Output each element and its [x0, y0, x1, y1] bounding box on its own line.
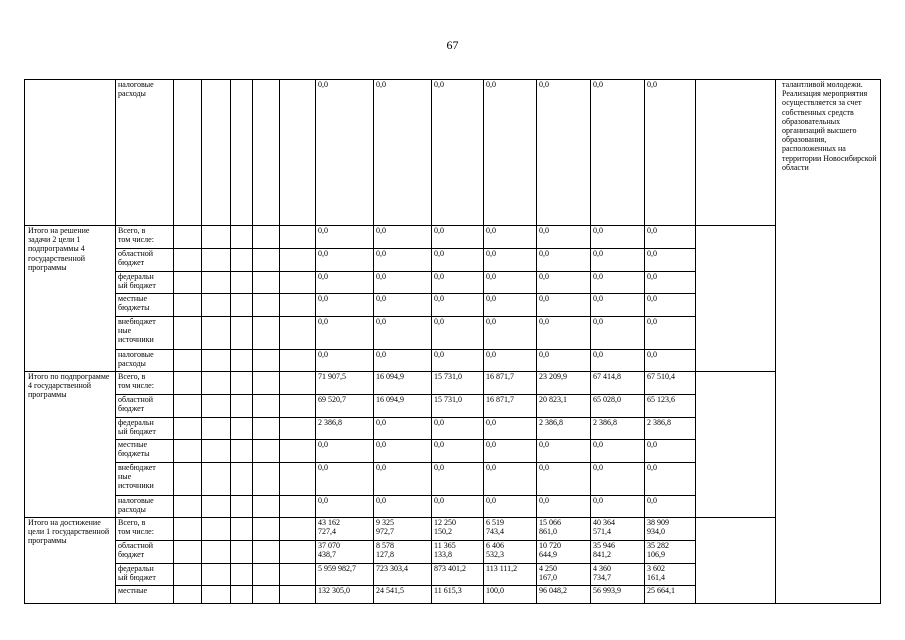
value-cell: 24 541,5 [374, 586, 432, 604]
value-cell: 0,0 [645, 272, 696, 294]
attr-empty-cell [174, 541, 202, 564]
attr-empty-cell [280, 518, 316, 541]
funding-category: федеральн ый бюджет [116, 418, 174, 440]
value-cell: 0,0 [484, 294, 537, 317]
attr-empty-cell [174, 372, 202, 395]
table-row [25, 518, 881, 541]
value-cell: 0,0 [374, 294, 432, 317]
attr-empty-cell [202, 294, 231, 317]
value-cell: 0,0 [537, 350, 591, 372]
attr-empty-cell [174, 350, 202, 372]
attr-empty-cell [280, 463, 316, 496]
attr-empty-cell [231, 418, 253, 440]
value-cell: 0,0 [537, 440, 591, 463]
row-label-cell [25, 80, 116, 226]
group-label: Итого на решение задачи 2 цели 1 подпрограммы 4 государственной программы [25, 226, 116, 372]
attr-empty-cell [280, 350, 316, 372]
value-cell: 15 731,0 [432, 395, 484, 418]
attr-empty-cell [174, 80, 202, 226]
attr-empty-cell [253, 541, 280, 564]
value-cell: 0,0 [591, 350, 645, 372]
funding-category: налоговые расходы [116, 350, 174, 372]
value-cell: 9 325 972,7 [374, 518, 432, 541]
attr-empty-cell [231, 564, 253, 586]
value-cell: 11 615,3 [432, 586, 484, 604]
value-cell: 37 070 438,7 [316, 541, 374, 564]
attr-empty-cell [174, 440, 202, 463]
attr-empty-cell [231, 226, 253, 249]
attr-empty-cell [202, 317, 231, 350]
attr-empty-cell [174, 463, 202, 496]
value-cell: 0,0 [432, 80, 484, 226]
value-cell: 0,0 [591, 294, 645, 317]
attr-empty-cell [174, 496, 202, 518]
attr-empty-cell [231, 440, 253, 463]
attr-empty-cell [174, 395, 202, 418]
attr-empty-cell [202, 395, 231, 418]
value-cell: 15 731,0 [432, 372, 484, 395]
value-cell: 0,0 [432, 440, 484, 463]
attr-empty-cell [202, 541, 231, 564]
attr-empty-cell [202, 564, 231, 586]
value-cell: 2 386,8 [645, 418, 696, 440]
value-cell: 0,0 [432, 272, 484, 294]
value-cell: 0,0 [316, 440, 374, 463]
value-cell: 0,0 [591, 80, 645, 226]
value-cell: 0,0 [432, 496, 484, 518]
value-cell: 35 282 106,9 [645, 541, 696, 564]
value-cell: 0,0 [645, 440, 696, 463]
attr-empty-cell [253, 496, 280, 518]
value-cell: 0,0 [537, 463, 591, 496]
funding-category: налоговые расходы [116, 80, 174, 226]
attr-empty-cell [202, 350, 231, 372]
value-cell: 0,0 [591, 440, 645, 463]
value-cell: 0,0 [484, 440, 537, 463]
page-number: 67 [446, 38, 459, 52]
attr-empty-cell [174, 518, 202, 541]
attr-empty-cell [280, 564, 316, 586]
value-cell: 0,0 [537, 272, 591, 294]
attr-empty-cell [174, 317, 202, 350]
value-cell: 25 664,1 [645, 586, 696, 604]
value-cell: 0,0 [374, 226, 432, 249]
value-cell: 69 520,7 [316, 395, 374, 418]
value-cell: 0,0 [316, 80, 374, 226]
value-cell: 20 823,1 [537, 395, 591, 418]
value-cell: 0,0 [316, 463, 374, 496]
attr-empty-cell [174, 586, 202, 604]
value-cell: 0,0 [484, 272, 537, 294]
attr-empty-cell [280, 372, 316, 395]
attr-empty-cell [280, 496, 316, 518]
attr-empty-cell [202, 418, 231, 440]
value-cell: 2 386,8 [316, 418, 374, 440]
value-cell: 0,0 [316, 294, 374, 317]
value-cell: 0,0 [316, 317, 374, 350]
attr-empty-cell [202, 226, 231, 249]
value-cell: 0,0 [374, 317, 432, 350]
attr-empty-cell [280, 541, 316, 564]
value-cell: 0,0 [316, 496, 374, 518]
funding-category: внебюджет ные источники [116, 463, 174, 496]
budget-table [24, 79, 881, 604]
funding-category: федеральн ый бюджет [116, 272, 174, 294]
value-cell: 873 401,2 [432, 564, 484, 586]
value-cell: 0,0 [374, 80, 432, 226]
value-cell: 0,0 [645, 350, 696, 372]
value-cell: 6 406 532,3 [484, 541, 537, 564]
value-cell: 0,0 [484, 80, 537, 226]
value-cell: 23 209,9 [537, 372, 591, 395]
attr-empty-cell [174, 564, 202, 586]
value-cell: 16 094,9 [374, 372, 432, 395]
attr-empty-cell [202, 496, 231, 518]
value-cell: 0,0 [374, 249, 432, 272]
funding-category: местные [116, 586, 174, 604]
value-cell: 56 993,9 [591, 586, 645, 604]
attr-empty-cell [280, 80, 316, 226]
attr-empty-cell [253, 249, 280, 272]
value-cell: 0,0 [484, 350, 537, 372]
attr-empty-cell [253, 463, 280, 496]
attr-empty-cell [202, 440, 231, 463]
value-cell: 0,0 [645, 317, 696, 350]
attr-empty-cell [280, 395, 316, 418]
responsible-cell [696, 226, 776, 372]
value-cell: 0,0 [432, 294, 484, 317]
attr-empty-cell [202, 249, 231, 272]
value-cell: 0,0 [591, 317, 645, 350]
value-cell: 2 386,8 [537, 418, 591, 440]
attr-empty-cell [253, 418, 280, 440]
attr-empty-cell [202, 463, 231, 496]
value-cell: 0,0 [484, 418, 537, 440]
attr-empty-cell [174, 294, 202, 317]
value-cell: 67 510,4 [645, 372, 696, 395]
value-cell: 0,0 [591, 226, 645, 249]
attr-empty-cell [280, 418, 316, 440]
value-cell: 0,0 [591, 249, 645, 272]
value-cell: 0,0 [432, 463, 484, 496]
attr-empty-cell [174, 249, 202, 272]
note-cell: талантливой молодежи. Реализация мероприятия осуществляется за счет собственных средств образовательных организаций высшего образования, расположенных на территории Новосибирской области [776, 80, 881, 604]
attr-empty-cell [174, 418, 202, 440]
attr-empty-cell [253, 272, 280, 294]
value-cell: 0,0 [484, 463, 537, 496]
value-cell: 0,0 [645, 249, 696, 272]
funding-category: внебюджет ные источники [116, 317, 174, 350]
attr-empty-cell [202, 372, 231, 395]
attr-empty-cell [231, 249, 253, 272]
attr-empty-cell [280, 586, 316, 604]
table-body [25, 80, 881, 604]
attr-empty-cell [253, 294, 280, 317]
funding-category: областной бюджет [116, 249, 174, 272]
attr-empty-cell [202, 80, 231, 226]
value-cell: 0,0 [432, 317, 484, 350]
value-cell: 11 365 133,8 [432, 541, 484, 564]
value-cell: 0,0 [645, 463, 696, 496]
attr-empty-cell [231, 294, 253, 317]
value-cell: 16 094,9 [374, 395, 432, 418]
attr-empty-cell [253, 564, 280, 586]
table-row [25, 372, 881, 395]
funding-category: Всего, в том числе: [116, 518, 174, 541]
funding-category: федеральн ый бюджет [116, 564, 174, 586]
attr-empty-cell [231, 463, 253, 496]
funding-category: областной бюджет [116, 395, 174, 418]
value-cell: 43 162 727,4 [316, 518, 374, 541]
value-cell: 0,0 [645, 496, 696, 518]
attr-empty-cell [231, 272, 253, 294]
value-cell: 96 048,2 [537, 586, 591, 604]
funding-category: Всего, в том числе: [116, 226, 174, 249]
attr-empty-cell [231, 395, 253, 418]
value-cell: 132 305,0 [316, 586, 374, 604]
value-cell: 0,0 [645, 294, 696, 317]
value-cell: 0,0 [645, 226, 696, 249]
value-cell: 3 602 161,4 [645, 564, 696, 586]
attr-empty-cell [253, 80, 280, 226]
attr-empty-cell [253, 518, 280, 541]
value-cell: 0,0 [316, 226, 374, 249]
attr-empty-cell [231, 80, 253, 226]
attr-empty-cell [202, 586, 231, 604]
value-cell: 15 066 861,0 [537, 518, 591, 541]
group-label: Итого по подпрограмме 4 государственной программы [25, 372, 116, 518]
value-cell: 71 907,5 [316, 372, 374, 395]
attr-empty-cell [280, 272, 316, 294]
attr-empty-cell [280, 317, 316, 350]
value-cell: 6 519 743,4 [484, 518, 537, 541]
attr-empty-cell [280, 440, 316, 463]
attr-empty-cell [280, 294, 316, 317]
attr-empty-cell [231, 518, 253, 541]
value-cell: 113 111,2 [484, 564, 537, 586]
value-cell: 0,0 [484, 249, 537, 272]
funding-category: местные бюджеты [116, 440, 174, 463]
value-cell: 38 909 934,0 [645, 518, 696, 541]
value-cell: 65 123,6 [645, 395, 696, 418]
value-cell: 0,0 [537, 80, 591, 226]
value-cell: 100,0 [484, 586, 537, 604]
attr-empty-cell [231, 586, 253, 604]
value-cell: 16 871,7 [484, 395, 537, 418]
value-cell: 35 946 841,2 [591, 541, 645, 564]
attr-empty-cell [253, 440, 280, 463]
attr-empty-cell [280, 249, 316, 272]
value-cell: 0,0 [316, 249, 374, 272]
table-row [25, 226, 881, 249]
value-cell: 40 364 571,4 [591, 518, 645, 541]
attr-empty-cell [231, 350, 253, 372]
value-cell: 0,0 [316, 350, 374, 372]
value-cell: 0,0 [645, 80, 696, 226]
funding-category: местные бюджеты [116, 294, 174, 317]
value-cell: 0,0 [374, 463, 432, 496]
attr-empty-cell [231, 496, 253, 518]
attr-empty-cell [280, 226, 316, 249]
funding-category: Всего, в том числе: [116, 372, 174, 395]
attr-empty-cell [253, 395, 280, 418]
value-cell: 0,0 [537, 294, 591, 317]
value-cell: 16 871,7 [484, 372, 537, 395]
value-cell: 4 250 167,0 [537, 564, 591, 586]
group-label: Итого на достижение цели 1 государственной программы [25, 518, 116, 604]
value-cell: 0,0 [591, 463, 645, 496]
value-cell: 0,0 [374, 350, 432, 372]
attr-empty-cell [253, 350, 280, 372]
value-cell: 4 360 734,7 [591, 564, 645, 586]
attr-empty-cell [253, 372, 280, 395]
value-cell: 723 303,4 [374, 564, 432, 586]
value-cell: 0,0 [316, 272, 374, 294]
value-cell: 0,0 [432, 418, 484, 440]
funding-category: налоговые расходы [116, 496, 174, 518]
value-cell: 67 414,8 [591, 372, 645, 395]
value-cell: 0,0 [537, 226, 591, 249]
responsible-cell [696, 372, 776, 518]
value-cell: 0,0 [374, 496, 432, 518]
attr-empty-cell [253, 317, 280, 350]
value-cell: 0,0 [432, 350, 484, 372]
attr-empty-cell [253, 226, 280, 249]
value-cell: 0,0 [484, 317, 537, 350]
value-cell: 0,0 [484, 226, 537, 249]
value-cell: 0,0 [374, 272, 432, 294]
funding-category: областной бюджет [116, 541, 174, 564]
value-cell: 0,0 [537, 317, 591, 350]
value-cell: 0,0 [484, 496, 537, 518]
value-cell: 2 386,8 [591, 418, 645, 440]
value-cell: 8 578 127,8 [374, 541, 432, 564]
value-cell: 0,0 [432, 249, 484, 272]
value-cell: 12 250 150,2 [432, 518, 484, 541]
value-cell: 10 720 644,9 [537, 541, 591, 564]
attr-empty-cell [231, 317, 253, 350]
attr-empty-cell [174, 226, 202, 249]
value-cell: 5 959 982,7 [316, 564, 374, 586]
attr-empty-cell [174, 272, 202, 294]
attr-empty-cell [202, 272, 231, 294]
attr-empty-cell [231, 372, 253, 395]
attr-empty-cell [253, 586, 280, 604]
responsible-cell [696, 518, 776, 604]
value-cell: 0,0 [537, 249, 591, 272]
responsible-cell [696, 80, 776, 226]
value-cell: 0,0 [374, 418, 432, 440]
value-cell: 0,0 [591, 496, 645, 518]
value-cell: 0,0 [537, 496, 591, 518]
value-cell: 65 028,0 [591, 395, 645, 418]
value-cell: 0,0 [374, 440, 432, 463]
attr-empty-cell [202, 518, 231, 541]
attr-empty-cell [231, 541, 253, 564]
value-cell: 0,0 [591, 272, 645, 294]
value-cell: 0,0 [432, 226, 484, 249]
table-row [25, 80, 881, 226]
